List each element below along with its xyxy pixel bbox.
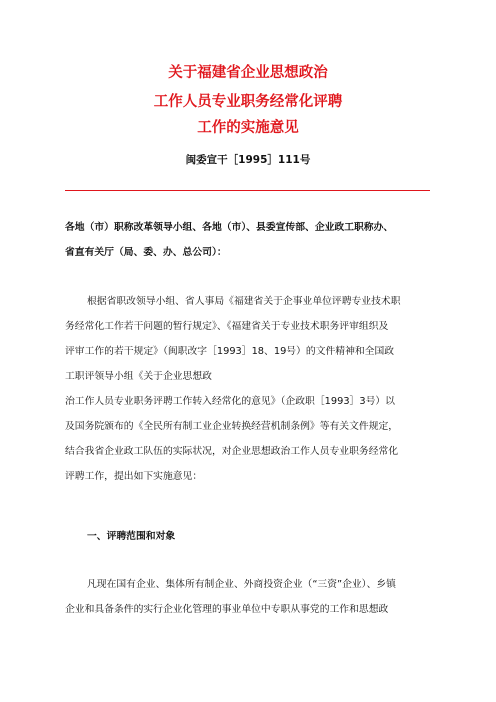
section-1-heading: 一、评聘范围和对象	[87, 531, 176, 542]
paragraph-2-line-2: 企业和具备条件的实行企业化管理的事业单位中专职从事党的工作和思想政	[65, 604, 389, 615]
paragraph-2-line-1: 凡现在国有企业、集体所有制企业、外商投资企业（“三资”企业）、乡镇	[87, 579, 396, 590]
addressee-line-1: 各地（市）职称改革领导小组、各地（市）、县委宣传部、企业政工职称办、	[65, 222, 394, 233]
paragraph-1-line-7: 结合我省企业政工队伍的实际状况，对企业思想政治工作人员专业职务经常化	[65, 446, 399, 457]
red-divider-line	[65, 190, 430, 191]
paragraph-1-line-6: 及国务院颁布的《全民所有制工业企业转换经营机制条例》等有关文件规定，	[65, 421, 399, 432]
paragraph-1-line-4: 工职评领导小组《关于企业思想政	[65, 371, 212, 382]
paragraph-1-line-1: 根据省职改领导小组、省人事局《福建省关于企事业单位评聘专业技术职	[87, 296, 401, 307]
addressee-line-2: 省直有关厅（局、委、办、总公司）：	[65, 247, 227, 258]
title-line-3: 工作的实施意见	[197, 120, 299, 136]
paragraph-1-line-3: 评审工作的若干规定》（闽职改字［1993］18、19号）的文件精神和全国政	[65, 346, 395, 357]
title-line-1: 关于福建省企业思想政治	[168, 65, 328, 81]
paragraph-1-line-5: 治工作人员专业职务评聘工作转入经常化的意见》（企政职［1993］3号）以	[65, 396, 395, 407]
title-line-2: 工作人员专业职务经常化评聘	[153, 94, 343, 110]
paragraph-1-line-2: 务经常化工作若干问题的暂行规定》、《福建省关于专业技术职务评审组织及	[65, 321, 389, 332]
paragraph-1-line-8: 评聘工作，提出如下实施意见：	[65, 471, 203, 482]
document-number: 闽委宣干［1995］111号	[185, 154, 311, 166]
